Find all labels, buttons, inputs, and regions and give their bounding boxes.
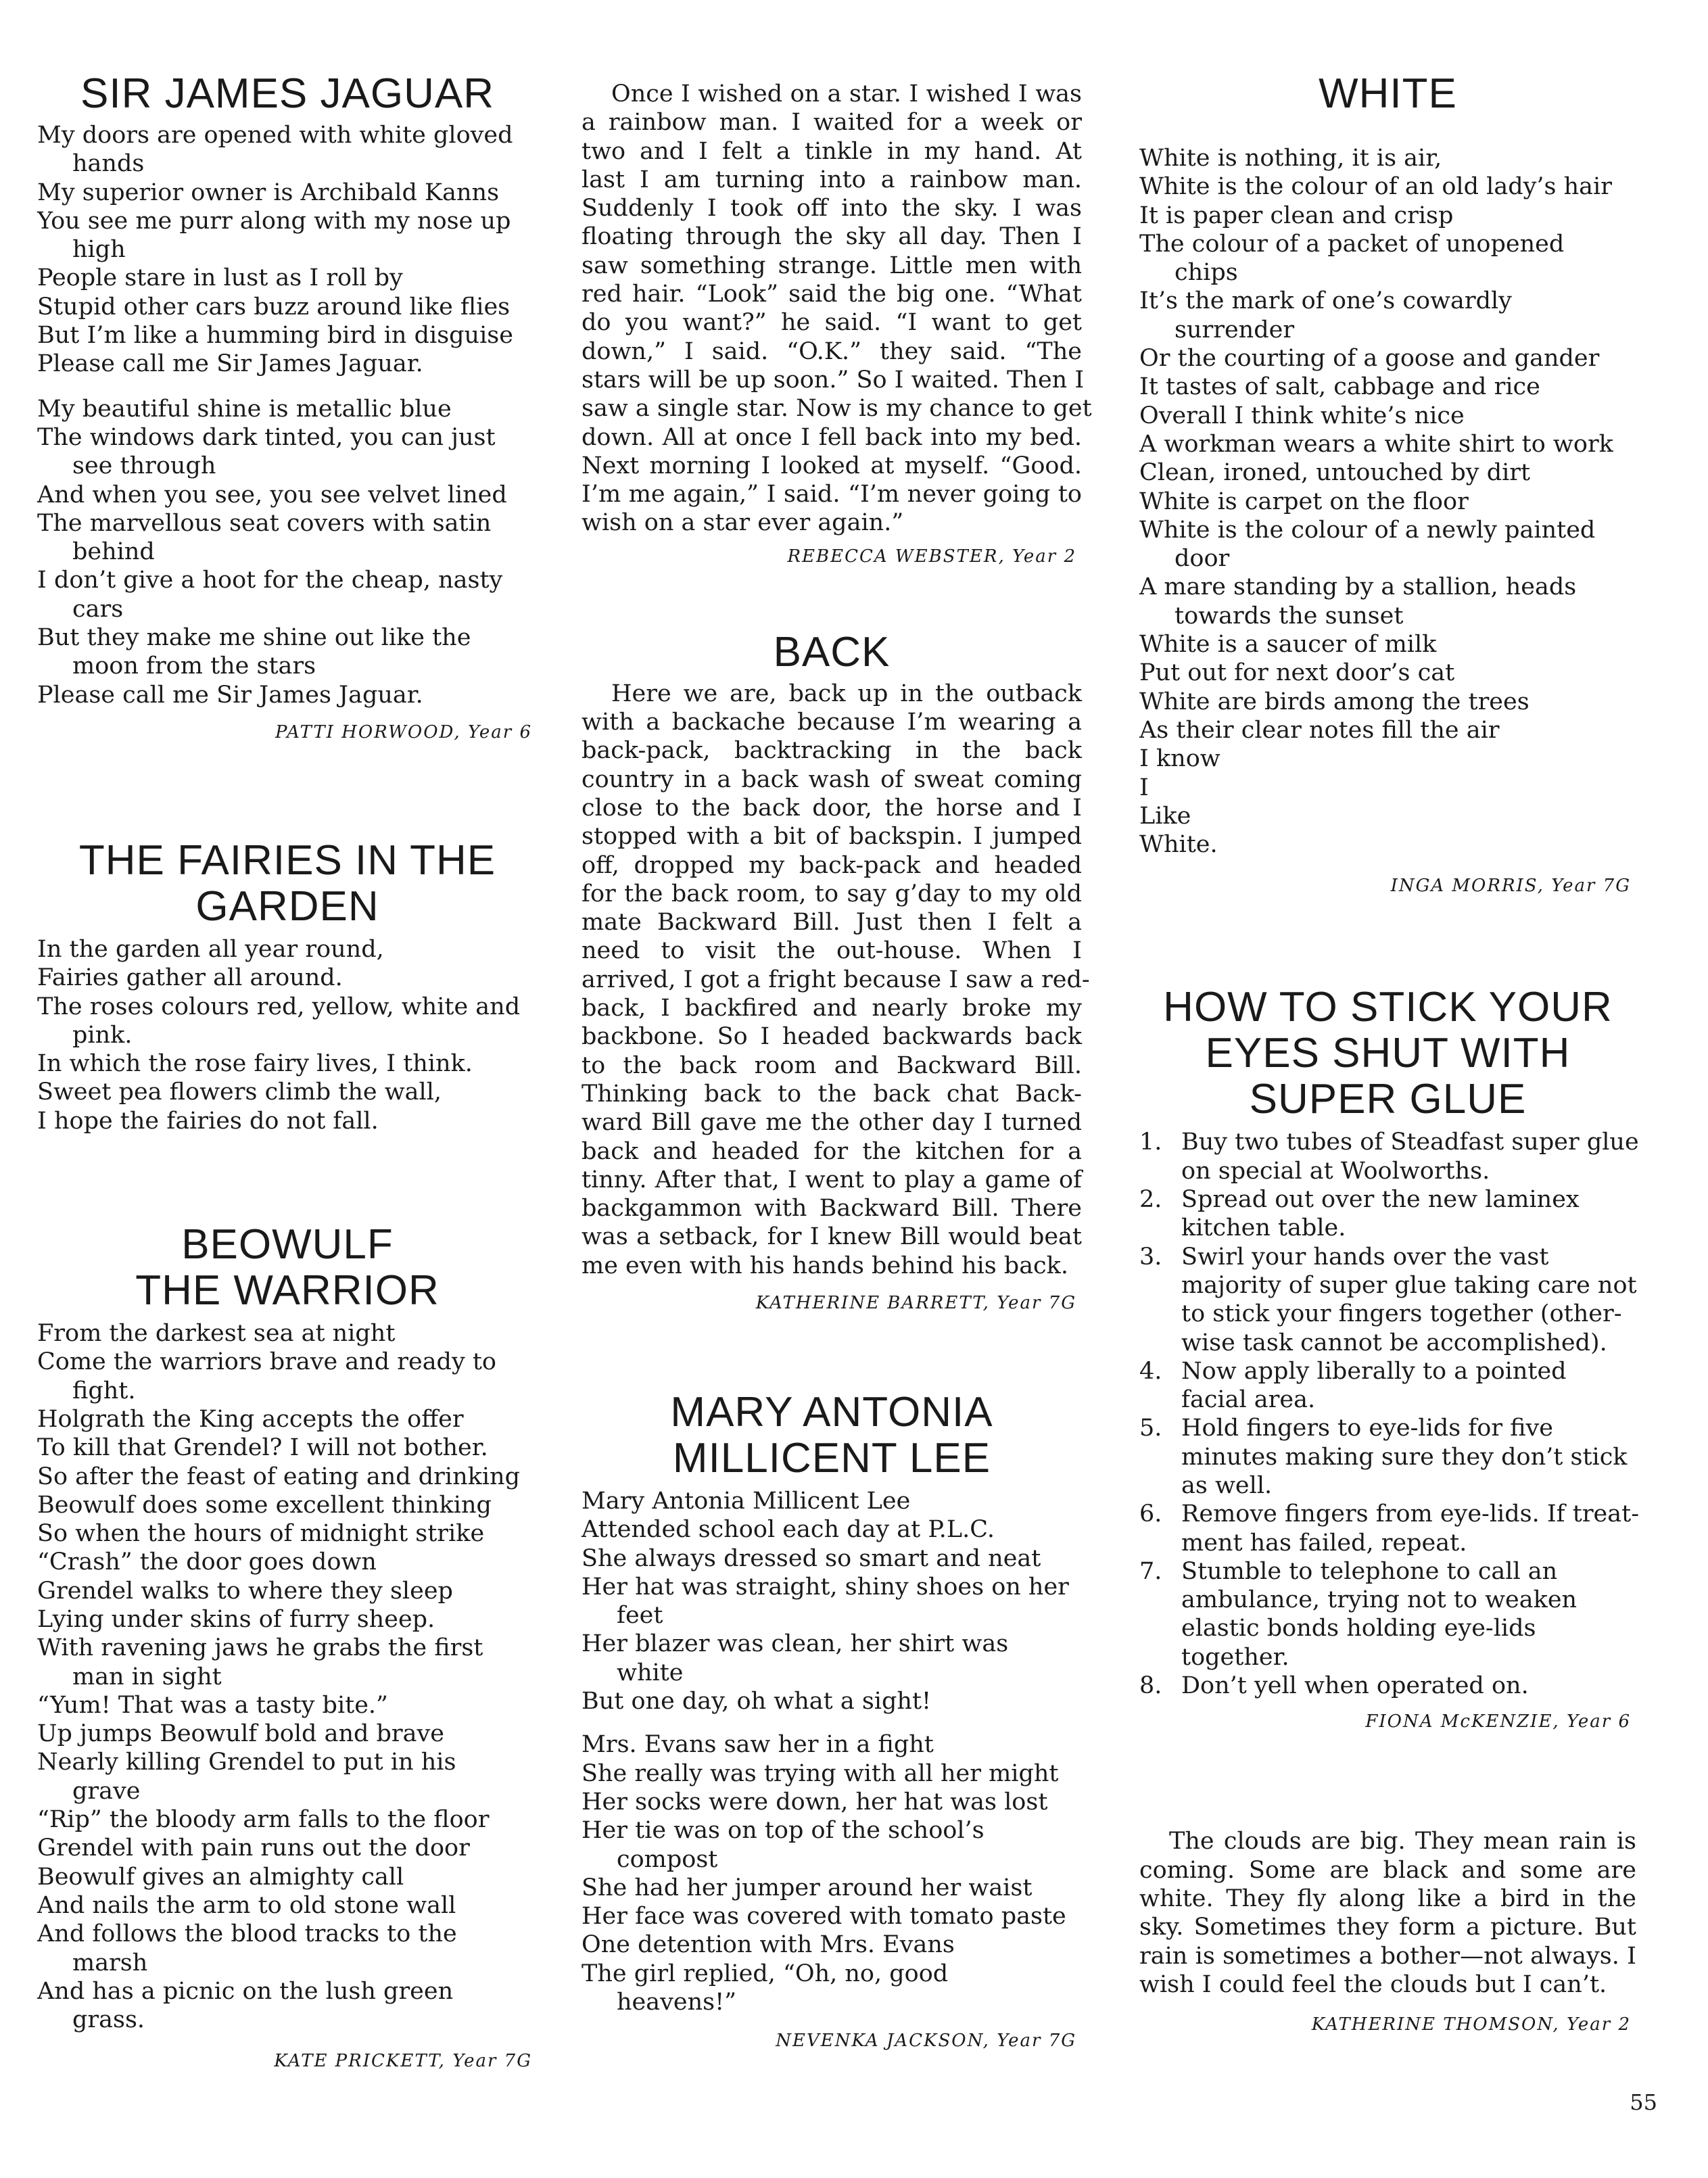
- poem-line: You see me purr along with my nose up: [37, 207, 511, 235]
- poem-line: It’s the mark of one’s cowardly: [1139, 287, 1512, 315]
- story-line: wish on a star ever again.”: [582, 509, 904, 537]
- poem-line: My beautiful shine is metallic blue: [37, 395, 452, 423]
- list-line: ambulance, trying not to weaken: [1181, 1586, 1577, 1614]
- poem-title-line: THE FAIRIES IN THE: [78, 836, 496, 884]
- poem-line: “Yum! That was a tasty bite.”: [37, 1691, 388, 1719]
- list-number: 1.: [1139, 1129, 1162, 1156]
- story-line: last I am turning into a rainbow man.: [582, 166, 1082, 193]
- poem-line: In the garden all year round,: [37, 935, 384, 963]
- page-number: 55: [1630, 2089, 1657, 2115]
- list-text: [1181, 1243, 1637, 1357]
- poem-title-line: BEOWULF: [181, 1221, 394, 1269]
- poem-line: Clean, ironed, untouched by dirt: [1139, 459, 1531, 487]
- poem-line: The roses colours red, yellow, white and: [37, 993, 521, 1020]
- poem-line: Her socks were down, her hat was lost: [582, 1788, 1048, 1816]
- poem-line: I don’t give a hoot for the cheap, nasty: [37, 567, 503, 594]
- poem-beowulf-the-warrior: [37, 1222, 538, 2072]
- story-text: [582, 80, 1092, 538]
- poem-line: My superior owner is Archibald Kanns: [37, 179, 500, 206]
- poem-line: “Rip” the bloody arm falls to the floor: [37, 1806, 490, 1834]
- list-line: on special at Woolworths.: [1181, 1157, 1490, 1185]
- story-line: mate Backward Bill. Just then I felt a: [582, 909, 1082, 937]
- poem-line: White is a saucer of milk: [1139, 631, 1437, 659]
- list-text: [1181, 1414, 1636, 1500]
- poem-line: hands: [72, 150, 145, 178]
- list-line: as well.: [1181, 1471, 1273, 1499]
- poem-title: [37, 838, 538, 930]
- story-clouds: [1139, 1827, 1636, 2035]
- column-right: [1139, 70, 1640, 2035]
- poem-line: But I’m like a humming bird in disguise: [37, 322, 513, 350]
- list-line: to stick your fingers together (other-: [1181, 1300, 1622, 1328]
- poem-line: moon from the stars: [72, 653, 316, 680]
- list-number: 5.: [1139, 1415, 1162, 1442]
- poem-line: Holgrath the King accepts the offer: [37, 1405, 464, 1433]
- story-line: do you want?” he said. “I want to get: [582, 309, 1082, 337]
- story-line: me even with his hands behind his back.: [582, 1252, 1068, 1279]
- poem-line: towards the sunset: [1175, 602, 1404, 630]
- poem-line: I: [1139, 774, 1149, 801]
- story-line: Once I wished on a star. I wished I was: [611, 80, 1082, 108]
- author-credit: PATTI HORWOOD, Year 6: [275, 721, 532, 742]
- list-item: [1139, 1414, 1636, 1500]
- list-text: [1181, 1672, 1636, 1700]
- story-line: Suddenly I took off into the sky. I was: [582, 195, 1082, 222]
- poem-line: Overall I think white’s nice: [1139, 402, 1465, 429]
- list-text: [1181, 1500, 1639, 1557]
- list-item: [1139, 1357, 1636, 1415]
- poem-line: The girl replied, “Oh, no, good: [582, 1960, 949, 1987]
- poem-line: Beowulf does some excellent thinking: [37, 1491, 492, 1519]
- list-number: 8.: [1139, 1672, 1162, 1700]
- author-credit: FIONA McKENZIE, Year 6: [1365, 1711, 1631, 1732]
- stanza: [37, 1319, 538, 2034]
- story-line: back, I backfired and nearly broke my: [582, 995, 1082, 1022]
- author-credit: REBECCA WEBSTER, Year 2: [787, 546, 1076, 567]
- poem-line: Come the warriors brave and ready to: [37, 1348, 496, 1376]
- poem-line: Grendel with pain runs out the door: [37, 1834, 470, 1862]
- poem-title: [582, 1390, 1082, 1482]
- poem-title-line: MILLICENT LEE: [672, 1434, 991, 1482]
- story-line: close to the back door, the horse and I: [582, 794, 1082, 822]
- poem-line: Stupid other cars buzz around like flies: [37, 293, 511, 321]
- poem-line: White is the colour of a newly painted: [1139, 516, 1596, 544]
- poem-line: White is the colour of an old lady’s hair: [1139, 173, 1612, 201]
- poem-line: Put out for next door’s cat: [1139, 659, 1455, 687]
- poem-line: Grendel walks to where they sleep: [37, 1577, 453, 1605]
- story-line: for the back room, to say g’day to my old: [582, 880, 1082, 907]
- story-line: floating through the sky all day. Then I: [582, 223, 1082, 251]
- poem-line: So when the hours of midnight strike: [37, 1520, 485, 1548]
- poem-line: Her tie was on top of the school’s: [582, 1817, 985, 1845]
- poem-line: My doors are opened with white gloved: [37, 122, 513, 149]
- list-line: Swirl your hands over the vast: [1181, 1243, 1549, 1271]
- instructions-title-line: HOW TO STICK YOUR: [1163, 984, 1613, 1031]
- story-line: saw a single star. Now is my chance to get: [582, 395, 1092, 423]
- story-text: [582, 680, 1090, 1280]
- list-line: Stumble to telephone to call an: [1181, 1557, 1558, 1585]
- poem-line: Nearly killing Grendel to put in his: [37, 1749, 456, 1776]
- list-text: [1181, 1128, 1639, 1185]
- poem-line: And nails the arm to old stone wall: [37, 1891, 456, 1919]
- story-line: a rainbow man. I waited for a week or: [582, 109, 1082, 137]
- list-item: [1139, 1500, 1640, 1557]
- author-credit: KATE PRICKETT, Year 7G: [274, 2051, 532, 2072]
- story-line: sky. Sometimes they form a picture. But: [1139, 1914, 1636, 1941]
- list-number: 7.: [1139, 1557, 1162, 1585]
- poem-line: In which the rose fairy lives, I think.: [37, 1050, 473, 1078]
- story-line: Next morning I looked at myself. “Good.: [582, 452, 1082, 479]
- poem-line: One detention with Mrs. Evans: [582, 1931, 955, 1959]
- list-text: [1181, 1557, 1636, 1672]
- numbered-list: [1139, 1128, 1640, 1700]
- story-line: off, dropped my back-pack and headed: [582, 851, 1082, 879]
- poem-line: Attended school each day at P.L.C.: [582, 1516, 995, 1544]
- story-line: down. All at once I fell back into my bed.: [582, 423, 1082, 451]
- poem-line: Her blazer was clean, her shirt was: [582, 1630, 1009, 1658]
- instructions-title-line: EYES SHUT WITH: [1205, 1030, 1571, 1077]
- poem-line: She had her jumper around her waist: [582, 1874, 1033, 1901]
- story-line: wish I could feel the clouds but I can’t.: [1139, 1970, 1607, 1998]
- poem-line: Fairies gather all around.: [37, 964, 343, 992]
- poem-line: fight.: [72, 1377, 136, 1404]
- poem-white: [1139, 71, 1636, 897]
- story-line: was a setback, for I knew Bill would beat: [582, 1223, 1082, 1251]
- poem-line: Please call me Sir James Jaguar.: [37, 350, 423, 378]
- story-line: ward Bill gave me the other day I turned: [582, 1109, 1082, 1137]
- poem-title: [37, 1222, 538, 1314]
- story-line: need to visit the out-house. When I: [582, 937, 1082, 965]
- poem-line: Up jumps Beowulf bold and brave: [37, 1720, 445, 1748]
- poem-line: feet: [617, 1602, 663, 1630]
- poem-line: marsh: [72, 1949, 148, 1976]
- poem-line: Her hat was straight, shiny shoes on her: [582, 1573, 1069, 1601]
- poem-line: She always dressed so smart and neat: [582, 1544, 1041, 1572]
- author-credit: NEVENKA JACKSON, Year 7G: [776, 2031, 1076, 2052]
- poem-line: A mare standing by a stallion, heads: [1139, 573, 1577, 601]
- list-line: facial area.: [1181, 1386, 1316, 1414]
- story-line: backgammon with Backward Bill. There: [582, 1195, 1082, 1223]
- list-number: 4.: [1139, 1357, 1162, 1385]
- poem-line: The marvellous seat covers with satin: [37, 509, 492, 537]
- poem-line: White is nothing, it is air,: [1139, 145, 1442, 172]
- list-line: ment has failed, repeat.: [1181, 1529, 1467, 1557]
- poem-line: It is paper clean and crisp: [1139, 202, 1454, 229]
- list-item: [1139, 1557, 1636, 1672]
- story-line: down,” I said. “O.K.” they said. “The: [582, 337, 1082, 365]
- poem-line: To kill that Grendel? I will not bother.: [37, 1434, 488, 1462]
- stanza: [37, 121, 538, 379]
- story-line: to the back room and Backward Bill.: [582, 1051, 1082, 1079]
- list-item: [1139, 1128, 1639, 1185]
- poem-line: door: [1175, 545, 1230, 573]
- poem-line: Lying under skins of furry sheep.: [37, 1605, 435, 1633]
- poem-line: White is carpet on the floor: [1139, 488, 1469, 515]
- poem-line: The windows dark tinted, you can just: [37, 423, 496, 451]
- poem-line: pink.: [72, 1021, 133, 1049]
- stanza: [37, 935, 538, 1135]
- list-line: Spread out over the new laminex: [1181, 1186, 1580, 1214]
- story-line: coming. Some are black and some are: [1139, 1856, 1636, 1884]
- list-line: wise task cannot be accomplished).: [1181, 1329, 1607, 1356]
- stanza: [582, 1487, 1082, 1715]
- list-line: majority of super glue taking care not: [1181, 1271, 1637, 1299]
- poem-line: And follows the blood tracks to the: [37, 1920, 457, 1948]
- poem-line: A workman wears a white shirt to work: [1139, 430, 1613, 458]
- poem-mary-antonia-millicent-lee: [582, 1390, 1082, 2052]
- list-line: together.: [1181, 1643, 1289, 1671]
- author-credit: KATHERINE THOMSON, Year 2: [1311, 2014, 1631, 2035]
- column-middle: [582, 80, 1092, 2052]
- stanza: [37, 395, 538, 709]
- list-line: elastic bonds holding eye-lids: [1181, 1615, 1536, 1642]
- story-line: The clouds are big. They mean rain is: [1169, 1828, 1636, 1855]
- list-item: [1139, 1185, 1636, 1243]
- poem-line: People stare in lust as I roll by: [37, 264, 403, 292]
- poem-fairies-in-the-garden: [37, 838, 538, 1135]
- story-line: I’m me again,” I said. “I’m never going to: [582, 481, 1082, 508]
- story-line: saw something strange. Little men with: [582, 252, 1082, 279]
- poem-line: cars: [72, 595, 124, 623]
- poem-line: White are birds among the trees: [1139, 688, 1529, 715]
- poem-line: But one day, oh what a sight!: [582, 1688, 932, 1715]
- list-line: Buy two tubes of Steadfast super glue: [1181, 1129, 1639, 1156]
- poem-line: And has a picnic on the lush green: [37, 1977, 454, 2005]
- instructions-title-line: SUPER GLUE: [1249, 1076, 1527, 1123]
- poem-line: She really was trying with all her might: [582, 1759, 1059, 1787]
- stanza: [582, 1730, 1082, 2016]
- poem-line: Like: [1139, 802, 1191, 830]
- poem-line: behind: [72, 538, 155, 566]
- poem-line: But they make me shine out like the: [37, 624, 471, 652]
- story-line: tinny. After that, I went to play a game of: [582, 1166, 1082, 1193]
- story-line: Thinking back to the back chat Back-: [582, 1080, 1082, 1108]
- author-credit: KATHERINE BARRETT, Year 7G: [755, 1292, 1076, 1313]
- story-line: with a backache because I’m wearing a: [582, 709, 1082, 736]
- poem-line: grave: [72, 1777, 141, 1805]
- poem-line: It tastes of salt, cabbage and rice: [1139, 373, 1540, 401]
- poem-line: White.: [1139, 831, 1218, 859]
- story-line: Here we are, back up in the outback: [611, 680, 1082, 707]
- poem-line: heavens!”: [617, 1989, 737, 2016]
- list-text: [1181, 1357, 1636, 1415]
- poem-title: WHITE: [1319, 70, 1457, 117]
- story-line: rain is sometimes a bother—not always. I: [1139, 1942, 1636, 1970]
- story-line: arrived, I got a fright because I saw a red-: [582, 966, 1090, 993]
- poem-line: Please call me Sir James Jaguar.: [37, 681, 423, 709]
- list-line: minutes making sure they don’t stick: [1181, 1443, 1628, 1471]
- story-line: stopped with a bit of backspin. I jumped: [582, 823, 1082, 851]
- poem-line: surrender: [1175, 316, 1295, 344]
- list-line: Now apply liberally to a pointed: [1181, 1357, 1567, 1385]
- poem-title-line: THE WARRIOR: [135, 1267, 440, 1315]
- list-line: Hold fingers to eye-lids for five: [1181, 1415, 1554, 1442]
- poem-line: Her face was covered with tomato paste: [582, 1903, 1066, 1931]
- poem-line: The colour of a packet of unopened: [1139, 230, 1565, 258]
- story-wish-on-a-star: [582, 80, 1092, 567]
- poem-line: see through: [72, 452, 216, 480]
- author-credit: INGA MORRIS, Year 7G: [1390, 876, 1631, 897]
- poem-line: I know: [1139, 745, 1220, 773]
- poem-line: Beowulf gives an almighty call: [37, 1863, 404, 1891]
- list-number: 3.: [1139, 1243, 1162, 1271]
- poem-title-line: GARDEN: [195, 882, 379, 930]
- list-item: [1139, 1243, 1636, 1357]
- poem-line: white: [617, 1659, 684, 1686]
- story-line: stars will be up soon.” So I waited. Then I: [582, 366, 1085, 394]
- poem-sir-james-jaguar: [37, 71, 538, 743]
- poem-line: man in sight: [72, 1663, 222, 1690]
- story-line: two and I felt a tinkle in my hand. At: [582, 137, 1082, 165]
- story-back: [582, 628, 1090, 1314]
- poem-line: Or the courting of a goose and gander: [1139, 345, 1600, 373]
- story-line: back-pack, backtracking in the back: [582, 737, 1082, 765]
- poem-line: “Crash” the door goes down: [37, 1548, 377, 1576]
- story-line: back and headed for the kitchen for a: [582, 1137, 1082, 1165]
- poem-line: Sweet pea flowers climb the wall,: [37, 1079, 442, 1106]
- poem-line: So after the feast of eating and drinking: [37, 1463, 520, 1490]
- column-left: [37, 71, 538, 2072]
- poem-line: With ravening jaws he grabs the first: [37, 1634, 483, 1662]
- list-number: 2.: [1139, 1186, 1162, 1214]
- story-line: white. They fly along like a bird in the: [1139, 1885, 1636, 1912]
- poem-title-line: MARY ANTONIA: [670, 1388, 993, 1436]
- poem-line: compost: [617, 1845, 718, 1873]
- list-text: [1181, 1185, 1636, 1243]
- story-title: BACK: [773, 628, 891, 676]
- list-line: Remove fingers from eye-lids. If treat-: [1181, 1500, 1640, 1528]
- instructions-super-glue: [1139, 984, 1640, 1732]
- stanza: [1139, 144, 1636, 859]
- poem-line: As their clear notes fill the air: [1139, 716, 1500, 744]
- poem-line: chips: [1175, 259, 1238, 287]
- story-text: [1139, 1827, 1636, 1999]
- list-line: Don’t yell when operated on.: [1181, 1672, 1529, 1700]
- list-item: [1139, 1672, 1636, 1700]
- poem-line: I hope the fairies do not fall.: [37, 1107, 379, 1135]
- poem-line: grass.: [72, 2006, 145, 2034]
- poem-line: high: [72, 236, 126, 264]
- poem-line: From the darkest sea at night: [37, 1320, 396, 1348]
- story-line: red hair. “Look” said the big one. “What: [582, 281, 1082, 308]
- instructions-title: [1139, 985, 1636, 1122]
- poem-line: Mrs. Evans saw her in a fight: [582, 1731, 934, 1759]
- poem-title: SIR JAMES JAGUAR: [80, 70, 494, 117]
- story-line: country in a back wash of sweat coming: [582, 765, 1082, 793]
- list-line: kitchen table.: [1181, 1214, 1346, 1242]
- poem-line: Mary Antonia Millicent Lee: [582, 1487, 911, 1515]
- poem-line: And when you see, you see velvet lined: [37, 481, 507, 508]
- list-number: 6.: [1139, 1500, 1162, 1528]
- story-line: backbone. So I headed backwards back: [582, 1023, 1082, 1051]
